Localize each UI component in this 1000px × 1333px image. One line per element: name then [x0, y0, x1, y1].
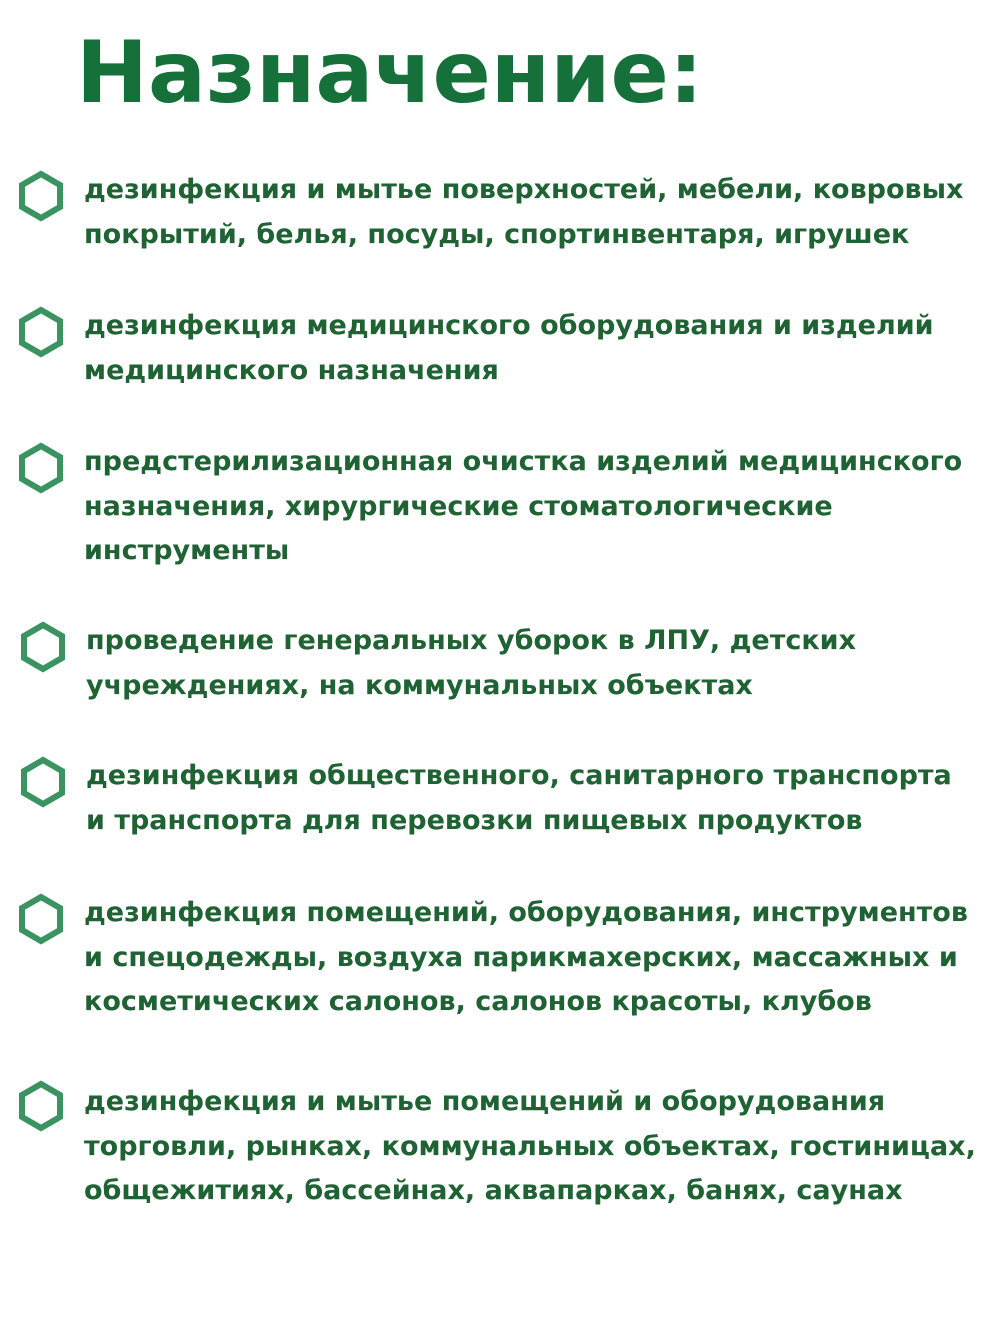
list-item-line: проведение генеральных уборок в ЛПУ, детских [86, 625, 857, 656]
list-item-text [84, 1080, 996, 1214]
list-item-line: и спецодежды, воздуха парикмахерских, массажных и [84, 941, 958, 973]
list-item-line: общежитиях, бассейнах, аквапарках, банях, саунах [84, 1175, 903, 1206]
list-item-text [84, 304, 996, 393]
list-item-line: медицинского назначения [84, 354, 499, 386]
list-item-text [86, 619, 998, 708]
list-item-line: дезинфекция и мытье поверхностей, мебели, ковровых [84, 174, 964, 205]
list-item-line: дезинфекция общественного, санитарного транспорта [86, 760, 952, 791]
hexagon-outline-icon [16, 170, 66, 222]
list-item-text [84, 168, 996, 257]
list-item-text [86, 754, 998, 843]
hexagon-outline-icon [16, 306, 66, 358]
list-item-line: дезинфекция помещений, оборудования, инструментов [84, 897, 968, 928]
list-item-line: и транспорта для перевозки пищевых продуктов [86, 804, 863, 836]
list-item-line: косметических салонов, салонов красоты, клубов [84, 986, 872, 1017]
list-item-text [84, 891, 996, 1025]
hexagon-outline-icon [16, 1080, 66, 1132]
page-title: Назначение: [76, 23, 704, 123]
hexagon-outline-icon [16, 442, 66, 494]
list-item-line: инструменты [84, 535, 290, 566]
list-item-line: дезинфекция и мытье помещений и оборудования [84, 1086, 886, 1117]
hexagon-outline-icon [16, 893, 66, 945]
hexagon-outline-icon [18, 621, 68, 673]
list-item-line: предстерилизационная очистка изделий медицинского [84, 446, 963, 477]
list-item-line: назначения, хирургические стоматологические [84, 490, 833, 522]
list-item-line: торговли, рынках, коммунальных объектах, гостиницах, [84, 1130, 976, 1162]
list-item-line: дезинфекция медицинского оборудования и изделий [84, 310, 934, 341]
list-item-line: покрытий, белья, посуды, спортинвентаря, игрушек [84, 218, 910, 250]
list-item-line: учреждениях, на коммунальных объектах [86, 669, 753, 701]
list-item-text [84, 440, 996, 574]
hexagon-outline-icon [18, 756, 68, 808]
